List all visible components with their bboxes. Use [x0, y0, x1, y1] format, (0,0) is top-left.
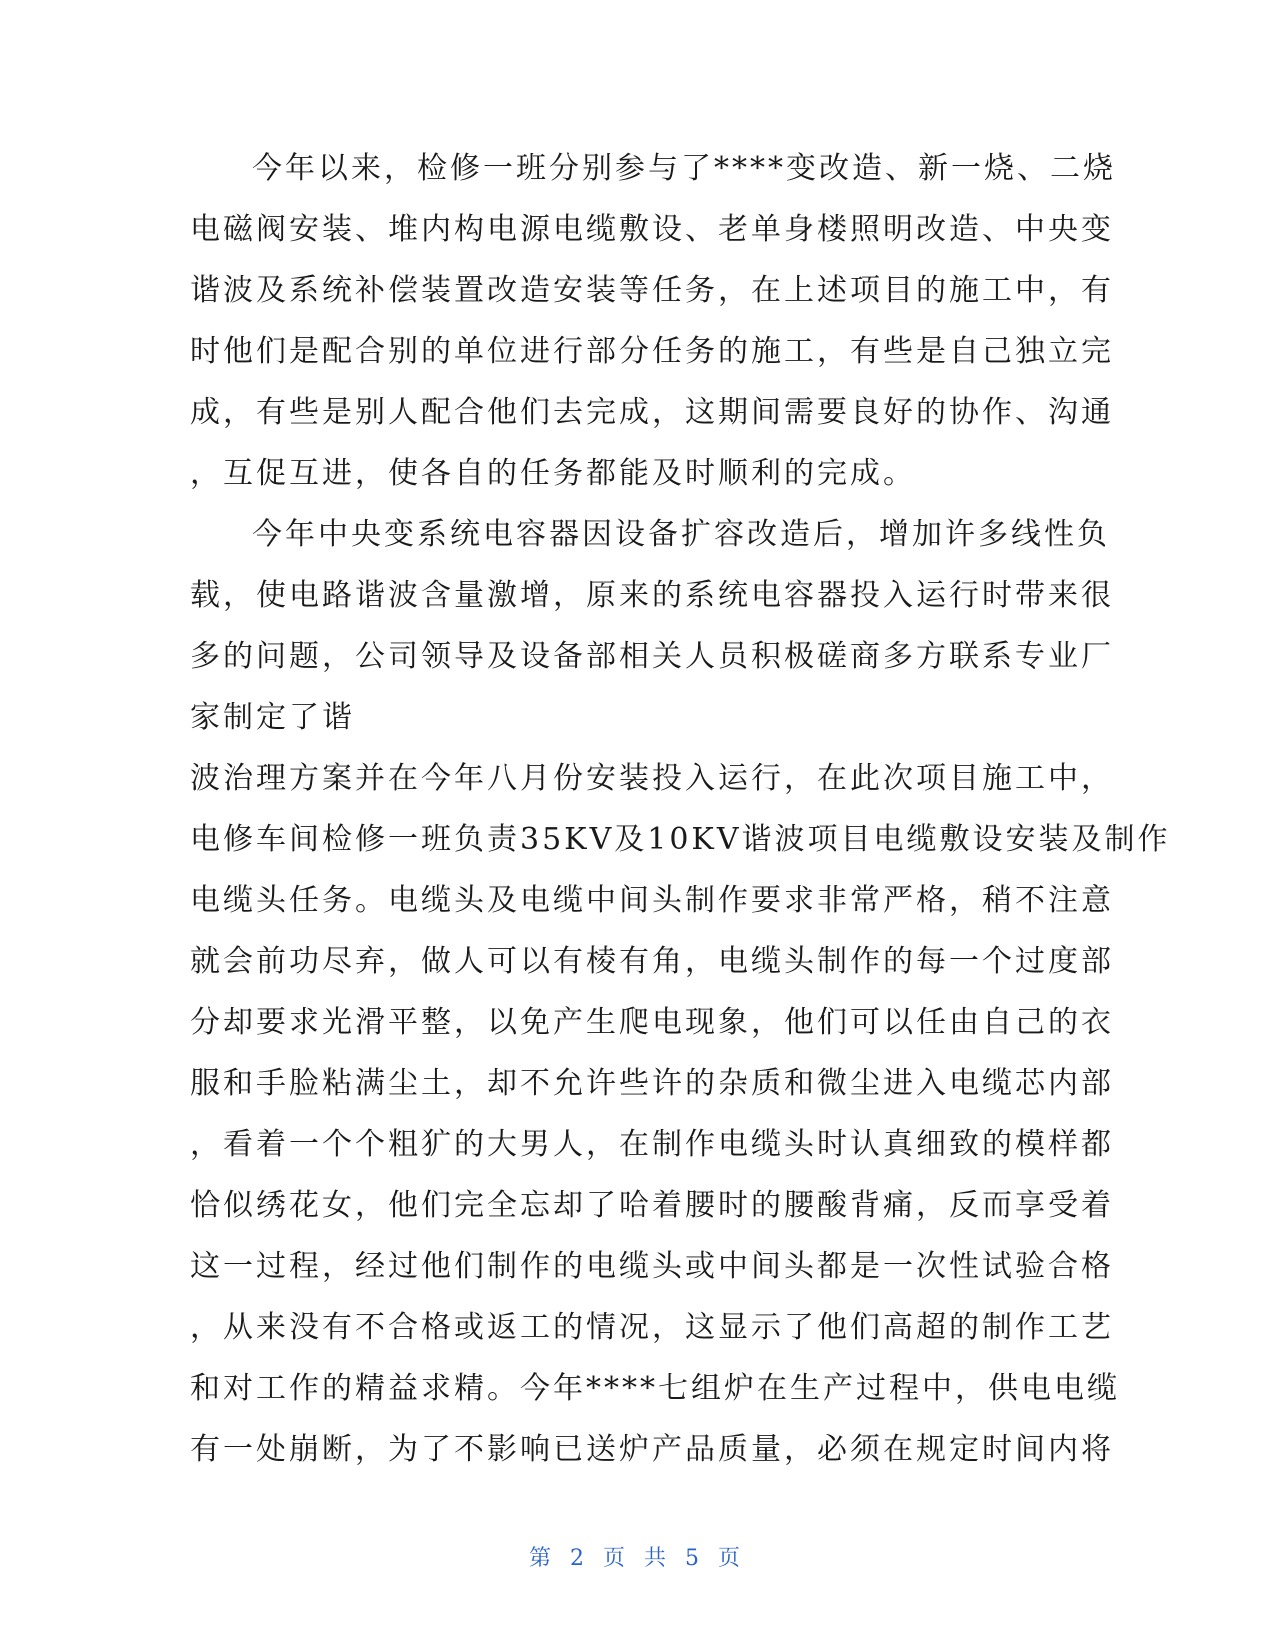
text-line: 多的问题，公司领导及设备部相关人员积极磋商多方联系专业厂 [190, 639, 1114, 674]
page-number-footer: 第 2 页 共 5 页 [529, 1546, 746, 1571]
text-line: ，从来没有不合格或返工的情况，这显示了他们高超的制作工艺 [190, 1310, 1114, 1345]
text-line: 成，有些是别人配合他们去完成，这期间需要良好的协作、沟通 [190, 395, 1114, 430]
text-line: 今年以来，检修一班分别参与了****变改造、新一烧、二烧 [252, 151, 1116, 186]
text-line: 今年中央变系统电容器因设备扩容改造后，增加许多线性负 [252, 517, 1110, 552]
body-text [190, 138, 1171, 1480]
text-line: 服和手脸粘满尘土，却不允许些许的杂质和微尘进入电缆芯内部 [190, 1066, 1114, 1101]
text-line: 波治理方案并在今年八月份安装投入运行，在此次项目施工中， [190, 761, 1114, 796]
text-line: 就会前功尽弃，做人可以有棱有角，电缆头制作的每一个过度部 [190, 944, 1114, 979]
text-line: ，互促互进，使各自的任务都能及时顺利的完成。 [190, 456, 916, 491]
text-line: 谐波及系统补偿装置改造安装等任务，在上述项目的施工中，有 [190, 273, 1114, 308]
text-line: 分却要求光滑平整，以免产生爬电现象，他们可以任由自己的衣 [190, 1005, 1114, 1040]
text-line: 和对工作的精益求精。今年****七组炉在生产过程中，供电电缆 [190, 1371, 1120, 1406]
text-line: 时他们是配合别的单位进行部分任务的施工，有些是自己独立完 [190, 334, 1114, 369]
text-line: 有一处崩断，为了不影响已送炉产品质量，必须在规定时间内将 [190, 1432, 1114, 1467]
text-line: 家制定了谐 [190, 700, 355, 735]
text-line: 恰似绣花女，他们完全忘却了哈着腰时的腰酸背痛，反而享受着 [190, 1188, 1114, 1223]
text-line: 电修车间检修一班负责35KV及10KV谐波项目电缆敷设安装及制作 [190, 822, 1171, 857]
text-line: 电缆头任务。电缆头及电缆中间头制作要求非常严格，稍不注意 [190, 883, 1114, 918]
text-line: 这一过程，经过他们制作的电缆头或中间头都是一次性试验合格 [190, 1249, 1114, 1284]
text-line: 载，使电路谐波含量激增，原来的系统电容器投入运行时带来很 [190, 578, 1114, 613]
text-line: ，看着一个个粗犷的大男人，在制作电缆头时认真细致的模样都 [190, 1127, 1114, 1162]
text-line: 电磁阀安装、堆内构电源电缆敷设、老单身楼照明改造、中央变 [190, 212, 1114, 247]
